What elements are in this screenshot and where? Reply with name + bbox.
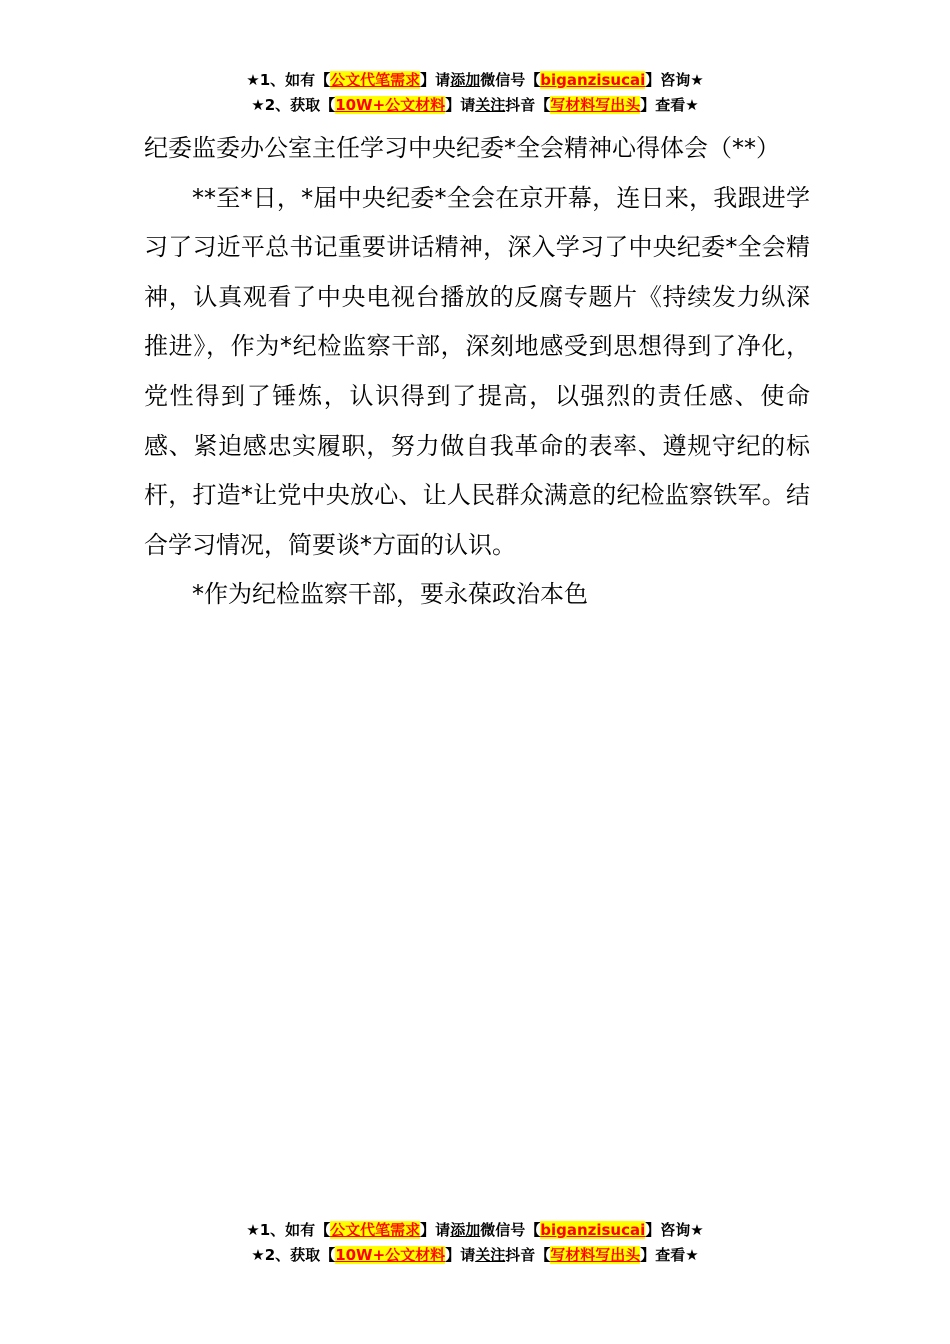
body-paragraph: **至*日，*届中央纪委*全会在京开幕，连日来，我跟进学习了习近平总书记重要讲话精神，深入学习了中央纪委*全会精神，认真观看了中央电视台播放的反腐专题片《持续发力纵深推进》，作为*纪检监察干部，深刻地感受到思想得到了净化，党性得到了锤炼，认识得到了提高，以强烈的责任感、使命感、紧迫感忠实履职，努力做自我革命的表率、遵规守纪的标杆，打造*让党中央放心、让人民群众满意的纪检监察铁军。结合学习情况，简要谈*方面的认识。 bbox=[144, 183, 810, 559]
section-heading: *作为纪检监察干部，要永葆政治本色 bbox=[192, 580, 588, 609]
banner-line-2: ★2、获取【10W+公文材料】请关注抖音【写材料写出头】查看★ bbox=[251, 1246, 699, 1264]
banner-line-1: ★1、如有【公文代笔需求】请添加微信号【biganzisucai】咨询★ bbox=[246, 71, 704, 89]
banner-highlight-service: 公文代笔需求 bbox=[330, 71, 421, 89]
banner-highlight-douyin-account: 写材料写出头 bbox=[550, 96, 641, 114]
banner-highlight-wechat-id: biganzisucai bbox=[540, 1221, 646, 1239]
banner-highlight-douyin-account: 写材料写出头 bbox=[550, 1246, 641, 1264]
banner-highlight-materials: 10W+公文材料 bbox=[335, 96, 446, 114]
footer-banner bbox=[0, 1218, 950, 1268]
banner-highlight-wechat-id: biganzisucai bbox=[540, 71, 646, 89]
document-title: 纪委监委办公室主任学习中央纪委*全会精神心得体会（**） bbox=[144, 134, 780, 162]
banner-highlight-materials: 10W+公文材料 bbox=[335, 1246, 446, 1264]
banner-line-1: ★1、如有【公文代笔需求】请添加微信号【biganzisucai】咨询★ bbox=[246, 1221, 704, 1239]
banner-line-2: ★2、获取【10W+公文材料】请关注抖音【写材料写出头】查看★ bbox=[251, 96, 699, 114]
document-body bbox=[144, 124, 810, 620]
banner-highlight-service: 公文代笔需求 bbox=[330, 1221, 421, 1239]
header-banner bbox=[0, 68, 950, 118]
